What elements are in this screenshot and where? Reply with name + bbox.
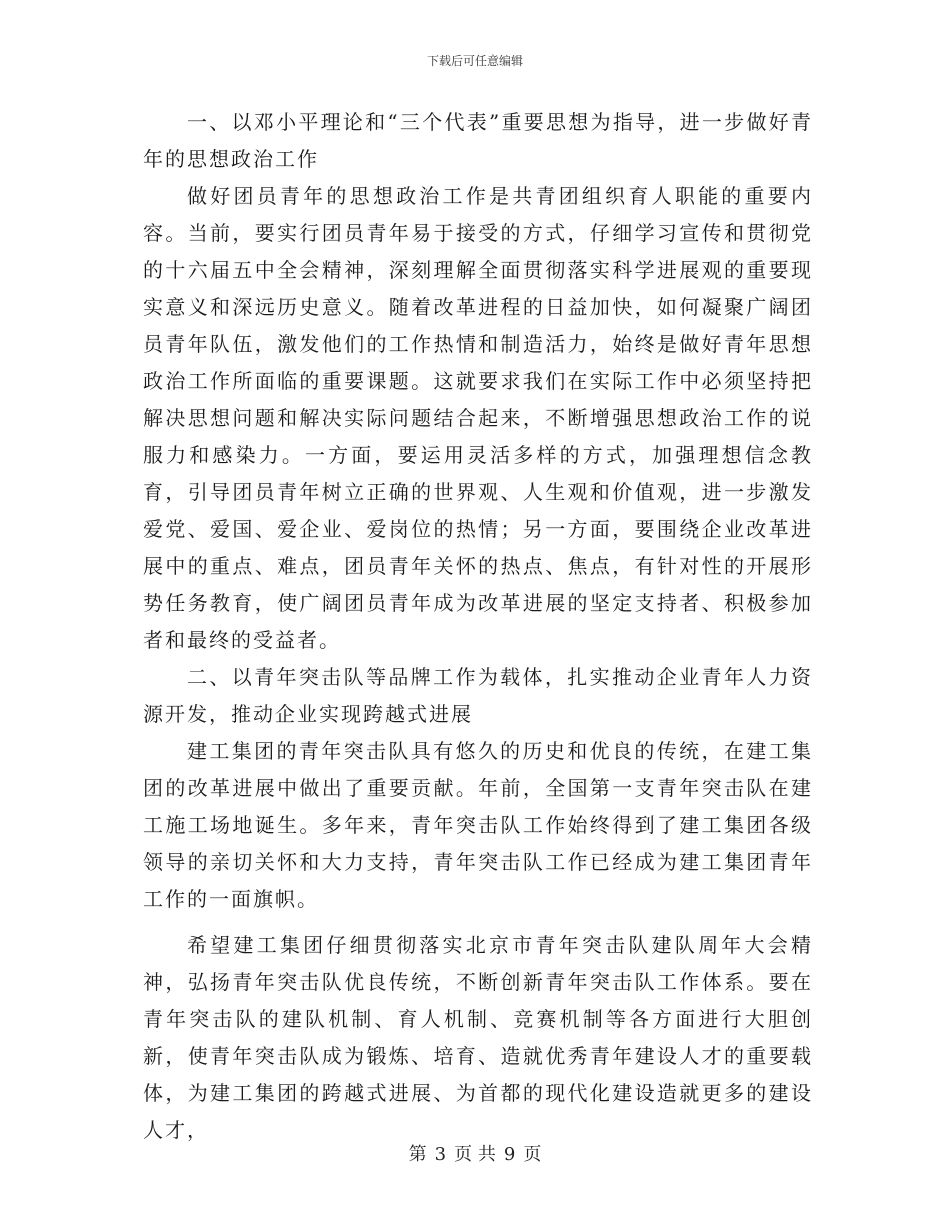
page-number-footer [0, 1143, 950, 1167]
body-paragraph-1: 做好团员青年的思想政治工作是共青团组织育人职能的重要内容。当前，要实行团员青年易于接受的方式，仔细学习宣传和贯彻党的十六届五中全会精神，深刻理解全面贯彻落实科学进展观的重要现实意义和深远历史意义。随着改革进程的日益加快，如何凝聚广阔团员青年队伍，激发他们的工作热情和制造活力，始终是做好青年思想政治工作所面临的重要课题。这就要求我们在实际工作中必须坚持把解决思想问题和解决实际问题结合起来，不断增强思想政治工作的说服力和感染力。一方面，要运用灵活多样的方式，加强理想信念教育，引导团员青年树立正确的世界观、人生观和价值观，进一步激发爱党、爱国、爱企业、爱岗位的热情；另一方面，要围绕企业改革进展中的重点、难点，团员青年关怀的热点、焦点，有针对性的开展形势任务教育，使广阔团员青年成为改革进展的坚定支持者、积极参加者和最终的受益者。 [143, 184, 813, 652]
footer-prefix: 第 [408, 1144, 427, 1165]
document-body [143, 104, 813, 1149]
body-paragraph-3: 希望建工集团仔细贯彻落实北京市青年突击队建队周年大会精神，弘扬青年突击队优良传统，不断创新青年突击队工作体系。要在青年突击队的建队机制、育人机制、竞赛机制等各方面进行大胆创新，使青年突击队成为锻炼、培育、造就优秀青年建设人才的重要载体，为建工集团的跨越式进展、为首都的现代化建设造就更多的建设人才， [143, 933, 813, 1142]
footer-suffix: 页 [523, 1144, 542, 1165]
body-paragraph-2: 建工集团的青年突击队具有悠久的历史和优良的传统，在建工集团的改革进展中做出了重要贡献。年前，全国第一支青年突击队在建工施工场地诞生。多年来，青年突击队工作始终得到了建工集团各级领导的亲切关怀和大力支持，青年突击队工作已经成为建工集团青年工作的一面旗帜。 [143, 739, 813, 911]
section-heading-1: 一、以邓小平理论和“三个代表”重要思想为指导，进一步做好青年的思想政治工作 [143, 110, 813, 171]
footer-middle: 页 共 [454, 1144, 496, 1165]
footer-current-page: 3 [434, 1144, 447, 1165]
footer-total-pages: 9 [503, 1144, 516, 1165]
page-header-note: 下载后可任意编辑 [426, 54, 523, 68]
section-heading-2: 二、以青年突击队等品牌工作为载体，扎实推动企业青年人力资源开发，推动企业实现跨越式进展 [143, 665, 813, 726]
